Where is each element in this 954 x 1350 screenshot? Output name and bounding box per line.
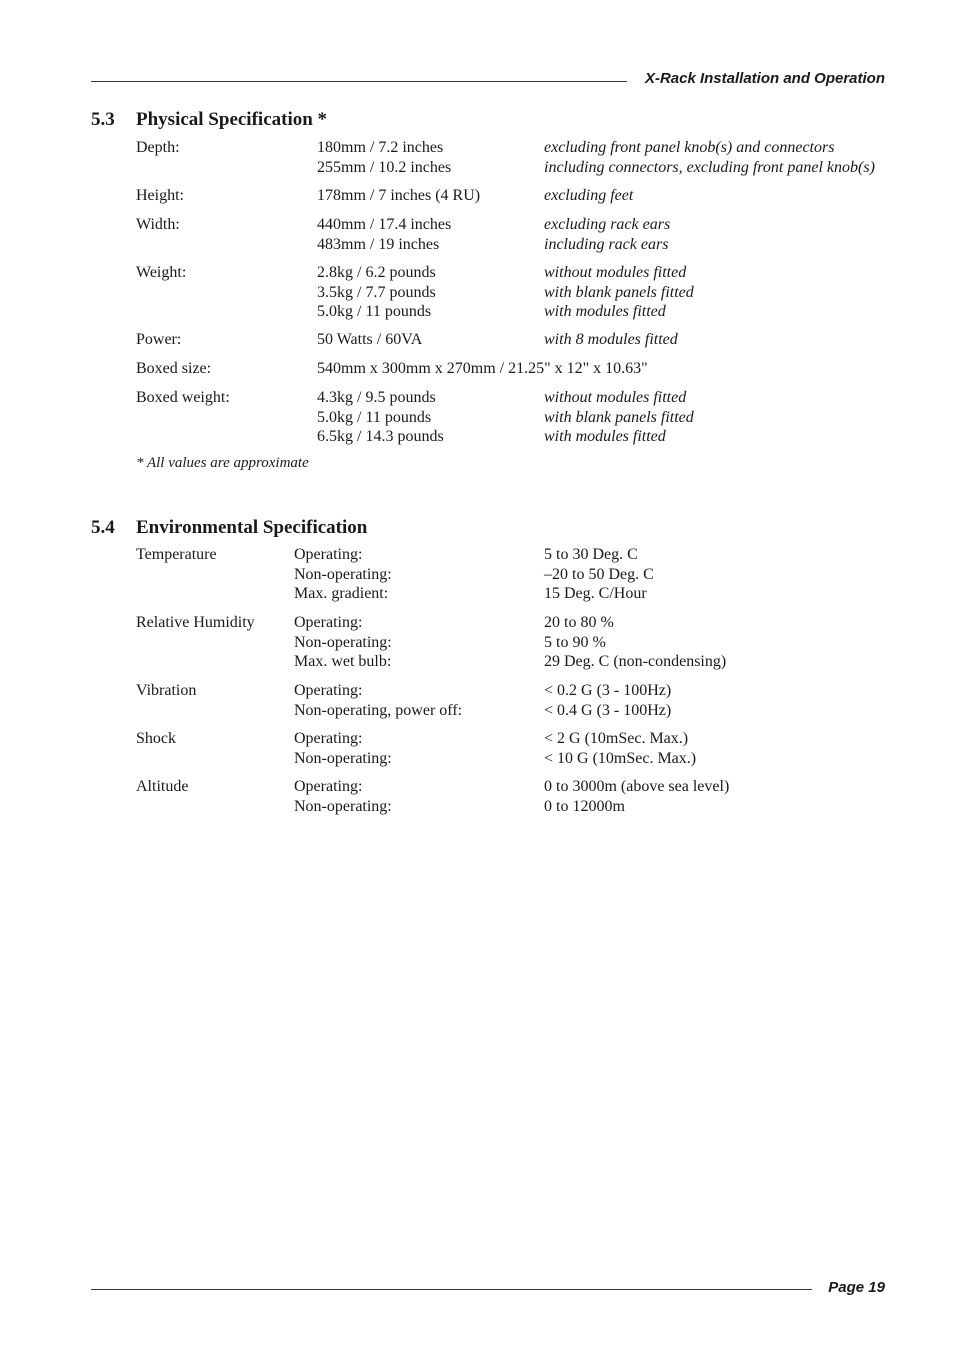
- spec-value: 3.5kg / 7.7 pounds: [317, 283, 436, 301]
- spec-value: 5.0kg / 11 pounds: [317, 408, 432, 426]
- section-title: Environmental Specification: [136, 517, 368, 538]
- env-value: 29 Deg. C (non-condensing): [544, 653, 727, 670]
- env-values: [544, 681, 671, 720]
- spec-notes: [544, 215, 670, 254]
- env-values: [544, 613, 726, 672]
- spec-value: 6.5kg / 14.3 pounds: [317, 428, 444, 445]
- env-conditions: [294, 613, 392, 672]
- footer-rule: [91, 1289, 812, 1290]
- env-label: Shock: [136, 730, 176, 747]
- spec-value: 50 Watts / 60VA: [317, 331, 423, 348]
- env-condition: Max. gradient:: [294, 585, 389, 602]
- spec-value: 440mm / 17.4 inches: [317, 216, 452, 233]
- spec-label: Power:: [136, 331, 182, 348]
- spec-values: [317, 186, 480, 206]
- env-value: < 0.4 G (3 - 100Hz): [544, 701, 672, 719]
- env-condition: Non-operating:: [294, 565, 392, 583]
- section-number: 5.4: [91, 517, 115, 538]
- header-title: X-Rack Installation and Operation: [644, 70, 885, 87]
- spec-value: 178mm / 7 inches (4 RU): [317, 187, 481, 204]
- env-label: Vibration: [136, 682, 197, 699]
- spec-value: 2.8kg / 6.2 pounds: [317, 264, 436, 281]
- env-label: Temperature: [136, 546, 217, 563]
- env-value: < 10 G (10mSec. Max.): [544, 749, 697, 767]
- spec-notes: [544, 330, 678, 350]
- spec-note: with blank panels fitted: [544, 408, 694, 426]
- spec-note: without modules fitted: [544, 389, 687, 406]
- spec-label: Width:: [136, 216, 180, 233]
- spec-note: excluding rack ears: [544, 216, 671, 233]
- spec-notes: [544, 138, 875, 177]
- spec-label: Weight:: [136, 264, 187, 281]
- spec-notes: [544, 186, 633, 206]
- env-value: 0 to 12000m: [544, 797, 625, 815]
- env-condition: Non-operating:: [294, 633, 392, 651]
- env-values: [544, 729, 696, 768]
- spec-note: without modules fitted: [544, 264, 687, 281]
- spec-value: 483mm / 19 inches: [317, 235, 440, 253]
- spec-label: Depth:: [136, 139, 180, 156]
- env-values: [544, 777, 729, 816]
- env-conditions: [294, 729, 392, 768]
- env-condition: Non-operating, power off:: [294, 701, 463, 719]
- spec-value: 540mm x 300mm x 270mm / 21.25" x 12" x 10.63": [317, 360, 648, 377]
- spec-note: including rack ears: [544, 235, 669, 253]
- page-number: Page 19: [828, 1279, 885, 1296]
- spec-value: 5.0kg / 11 pounds: [317, 303, 432, 320]
- env-condition: Operating:: [294, 546, 363, 563]
- section-heading-physical: [91, 109, 327, 131]
- spec-notes: [544, 263, 694, 322]
- spec-values: [317, 359, 648, 379]
- env-conditions: [294, 681, 462, 720]
- spec-note: including connectors, excluding front panel knob(s): [544, 158, 875, 176]
- env-label: Altitude: [136, 778, 189, 795]
- spec-values: [317, 330, 422, 350]
- env-condition: Operating:: [294, 682, 363, 699]
- spec-value: 255mm / 10.2 inches: [317, 158, 452, 176]
- env-value: 20 to 80 %: [544, 614, 614, 631]
- env-condition: Operating:: [294, 730, 363, 747]
- spec-note: with modules fitted: [544, 428, 666, 445]
- section-heading-environmental: [91, 517, 367, 539]
- env-conditions: [294, 545, 392, 604]
- env-values: [544, 545, 654, 604]
- spec-note: excluding feet: [544, 187, 634, 204]
- env-value: 0 to 3000m (above sea level): [544, 778, 730, 795]
- spec-value: 180mm / 7.2 inches: [317, 139, 444, 156]
- env-value: –20 to 50 Deg. C: [544, 565, 654, 583]
- spec-values: [317, 215, 451, 254]
- env-value: 15 Deg. C/Hour: [544, 585, 647, 602]
- spec-values: [317, 388, 444, 447]
- env-value: 5 to 90 %: [544, 633, 606, 651]
- env-value: 5 to 30 Deg. C: [544, 546, 638, 563]
- spec-label: Boxed weight:: [136, 389, 230, 406]
- spec-label: Height:: [136, 187, 184, 204]
- env-value: < 2 G (10mSec. Max.): [544, 730, 689, 747]
- env-condition: Non-operating:: [294, 749, 392, 767]
- spec-note: with 8 modules fitted: [544, 331, 678, 348]
- env-label: Relative Humidity: [136, 614, 255, 631]
- env-condition: Operating:: [294, 614, 363, 631]
- env-value: < 0.2 G (3 - 100Hz): [544, 682, 672, 699]
- header-rule: [91, 81, 627, 82]
- env-conditions: [294, 777, 392, 816]
- spec-label: Boxed size:: [136, 360, 212, 377]
- env-condition: Operating:: [294, 778, 363, 795]
- footnote: * All values are approximate: [136, 455, 309, 471]
- spec-note: excluding front panel knob(s) and connectors: [544, 139, 835, 156]
- env-condition: Non-operating:: [294, 797, 392, 815]
- spec-value: 4.3kg / 9.5 pounds: [317, 389, 436, 406]
- section-title: Physical Specification *: [136, 109, 328, 130]
- spec-values: [317, 263, 436, 322]
- spec-notes: [544, 388, 694, 447]
- section-number: 5.3: [91, 109, 115, 130]
- spec-note: with blank panels fitted: [544, 283, 694, 301]
- env-condition: Max. wet bulb:: [294, 653, 392, 670]
- spec-values: [317, 138, 451, 177]
- spec-note: with modules fitted: [544, 303, 666, 320]
